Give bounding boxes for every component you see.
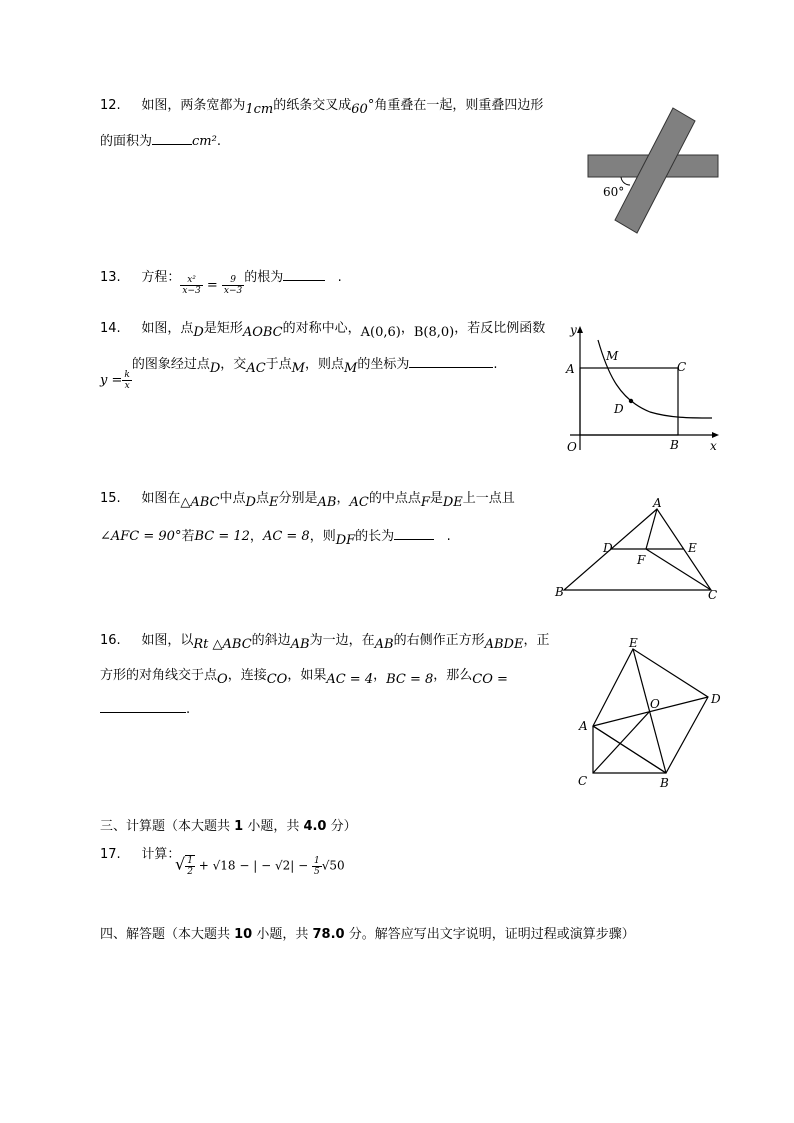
- segment-co-line: [593, 711, 650, 773]
- q12-number: 12.: [100, 98, 121, 113]
- q15-text: 上一点且: [462, 491, 515, 506]
- q13-line: [100, 267, 342, 296]
- label-b: B: [670, 438, 679, 452]
- label-d: D: [614, 402, 624, 416]
- denominator: x−3: [223, 286, 243, 296]
- point-m: M: [344, 361, 358, 376]
- point-d: D: [245, 495, 256, 510]
- segment-ac: AC: [349, 495, 369, 510]
- q15-text: ，则: [309, 529, 336, 544]
- label-y: y: [570, 323, 577, 337]
- q14-text: ，交: [220, 357, 247, 372]
- answer-blank[interactable]: [283, 268, 325, 281]
- q17-expression: [175, 855, 345, 877]
- rect-name: AOBC: [242, 325, 283, 340]
- segment-af: [646, 509, 657, 549]
- q14-text: 如图，点: [141, 321, 194, 336]
- section4-text: 四、解答题（本大题共: [100, 927, 235, 942]
- q12-width: 1cm: [245, 102, 274, 117]
- segment-ab: AB: [290, 637, 310, 652]
- q17-text: 计算：: [141, 847, 181, 862]
- section3-points: 4.0: [303, 819, 327, 834]
- equals: =: [206, 278, 218, 293]
- y-arrow: [577, 326, 583, 333]
- angle-arc: [621, 177, 630, 185]
- co-equals: CO =: [472, 672, 508, 687]
- fifth-fraction: [312, 856, 322, 877]
- section3-text: 三、计算题（本大题共: [100, 819, 235, 834]
- label-o: O: [567, 440, 577, 454]
- q12-text: 的面积为: [100, 134, 153, 149]
- q14-text: 的图象经过点: [131, 357, 210, 372]
- denominator: x: [124, 381, 130, 391]
- point-a-coord: A(0,6): [360, 325, 401, 340]
- q16-text: ，: [373, 668, 387, 683]
- point-d-dot: [629, 399, 633, 403]
- q14-line1: [100, 320, 545, 338]
- q15-line1: [100, 490, 515, 508]
- q15-text: 如图在: [141, 491, 181, 506]
- numerator: k: [124, 370, 130, 380]
- label-b: B: [660, 776, 669, 790]
- ac-value: AC = 8: [262, 529, 310, 544]
- section4-text: 小题，共: [252, 927, 313, 942]
- q15-text: 的中点点: [368, 491, 421, 506]
- q17-line: [100, 846, 180, 864]
- label-c: C: [708, 588, 718, 602]
- q12-angle: 60: [351, 102, 368, 117]
- segment-ab: AB: [317, 495, 337, 510]
- q12-line2: [100, 132, 221, 151]
- segment-de: DE: [442, 495, 463, 510]
- point-f: F: [420, 495, 430, 510]
- square-abde: ABDE: [484, 637, 524, 652]
- point-d: D: [193, 325, 204, 340]
- section4-heading: [100, 926, 635, 944]
- q14-number: 14.: [100, 321, 121, 336]
- answer-blank[interactable]: [100, 700, 186, 713]
- label-d: D: [603, 541, 613, 555]
- x-arrow: [712, 432, 719, 438]
- q17-terms: + √18 − | − √2| −: [198, 858, 309, 873]
- q15-text: °若: [174, 529, 195, 544]
- label-a: A: [579, 719, 588, 733]
- q13-number: 13.: [100, 270, 121, 285]
- answer-blank[interactable]: [152, 132, 192, 145]
- q15-number: 15.: [100, 491, 121, 506]
- segment-ac: AC: [246, 361, 266, 376]
- label-x: x: [710, 439, 717, 453]
- section4-points: 78.0: [312, 927, 345, 942]
- label-e: E: [629, 636, 638, 650]
- section3-text: 分）: [326, 819, 357, 834]
- q16-text: 如图，以: [141, 633, 194, 648]
- label-e: E: [688, 541, 697, 555]
- point-o: O: [217, 672, 228, 687]
- section3-heading: [100, 818, 357, 836]
- label-a: A: [653, 496, 662, 510]
- label-c: C: [677, 360, 687, 374]
- q12-end: .: [216, 134, 221, 149]
- section3-text: 小题，共: [243, 819, 304, 834]
- q14-text: 的对称中心，: [282, 321, 361, 336]
- q12-text: 如图，两条宽都为: [141, 98, 246, 113]
- q15-text: 是: [429, 491, 443, 506]
- q14-text: 是矩形: [203, 321, 243, 336]
- angle-afc: ∠AFC = 90: [100, 529, 175, 544]
- bc-value: BC = 12: [194, 529, 250, 544]
- section4-text: 分。解答应写出文字说明，证明过程或演算步骤）: [344, 927, 635, 942]
- q15-text: 分别是: [278, 491, 318, 506]
- numerator: x²: [180, 275, 202, 286]
- point-e: E: [268, 495, 279, 510]
- denominator: 2: [187, 867, 193, 877]
- label-o: O: [650, 697, 660, 711]
- q14-text: ，: [400, 321, 414, 336]
- q16-text: 为一边，在: [309, 633, 375, 648]
- answer-blank[interactable]: [394, 527, 434, 540]
- q16-end: .: [186, 702, 191, 717]
- angle-label: 60°: [603, 185, 625, 199]
- q16-text: 方形的对角线交于点: [100, 668, 218, 683]
- q16-text: 的斜边: [251, 633, 291, 648]
- q16-text: ，那么: [433, 668, 473, 683]
- q17-terms: √50: [321, 858, 345, 873]
- q13-text: 方程：: [141, 270, 181, 285]
- q16-text: ，连接: [227, 668, 267, 683]
- q14-line2: [100, 354, 498, 391]
- point-b-coord: B(8,0): [413, 325, 455, 340]
- label-d: D: [711, 692, 721, 706]
- q16-line2: [100, 667, 508, 685]
- q16-line3: [100, 700, 190, 719]
- sqrt-sign: √: [175, 854, 186, 874]
- q12-text: °角重叠在一起，则重叠四边形: [367, 98, 544, 113]
- q15-line2: [100, 527, 451, 546]
- segment-ab: AB: [374, 637, 394, 652]
- q16-text: 的右侧作正方形: [393, 633, 485, 648]
- answer-blank[interactable]: [409, 355, 493, 368]
- fraction-1: [180, 275, 202, 296]
- point-m: M: [291, 361, 305, 376]
- section4-count: 10: [234, 927, 253, 942]
- label-m: M: [606, 349, 619, 363]
- label-f: F: [637, 553, 646, 567]
- bc-value: BC = 8: [386, 672, 434, 687]
- q13-text: 的根为: [244, 270, 284, 285]
- numerator: 1: [187, 856, 193, 866]
- q12-unit: cm²: [192, 134, 217, 149]
- q12-line1: [100, 97, 543, 115]
- q15-text: ，: [336, 491, 350, 506]
- numerator: 9: [222, 275, 244, 286]
- q16-text: ，正: [523, 633, 550, 648]
- denominator: 5: [313, 866, 320, 877]
- q12-text: 的纸条交叉成: [273, 98, 352, 113]
- half-fraction: [185, 855, 195, 877]
- triangle-abc: △ABC: [180, 495, 220, 510]
- q13-end: .: [337, 270, 342, 285]
- q12-figure: [585, 105, 725, 240]
- q15-end: .: [446, 529, 451, 544]
- label-c: C: [578, 774, 588, 788]
- numerator: 1: [313, 855, 320, 866]
- q16-line1: [100, 632, 549, 650]
- q15-text: 的长为: [355, 529, 395, 544]
- q15-text: ，: [249, 529, 263, 544]
- fraction-2: [222, 275, 244, 296]
- q14-text: ，则点: [304, 357, 344, 372]
- ac-value: AC = 4: [326, 672, 374, 687]
- q14-text: ，若反比例函数: [454, 321, 546, 336]
- rt-triangle: Rt △ABC: [193, 637, 252, 652]
- q14-figure: [560, 320, 725, 460]
- q15-text: 点: [255, 491, 269, 506]
- denominator: x−3: [182, 286, 201, 296]
- q14-text: 的坐标为: [357, 357, 410, 372]
- func-y: y =: [100, 373, 123, 388]
- segment-df: DF: [335, 533, 356, 548]
- segment-co: CO: [266, 672, 288, 687]
- segment-fc: [646, 549, 711, 590]
- q16-figure: [570, 635, 730, 795]
- point-d: D: [209, 361, 221, 376]
- q16-number: 16.: [100, 633, 121, 648]
- q16-text: ，如果: [287, 668, 327, 683]
- q15-figure: [550, 495, 725, 605]
- section3-count: 1: [234, 819, 244, 834]
- label-a: A: [566, 362, 575, 376]
- func-fraction: [122, 370, 131, 391]
- q14-text: 于点: [265, 357, 292, 372]
- label-b: B: [555, 585, 564, 599]
- q15-text: 中点: [219, 491, 246, 506]
- q17-number: 17.: [100, 847, 121, 862]
- q14-end: .: [493, 357, 498, 372]
